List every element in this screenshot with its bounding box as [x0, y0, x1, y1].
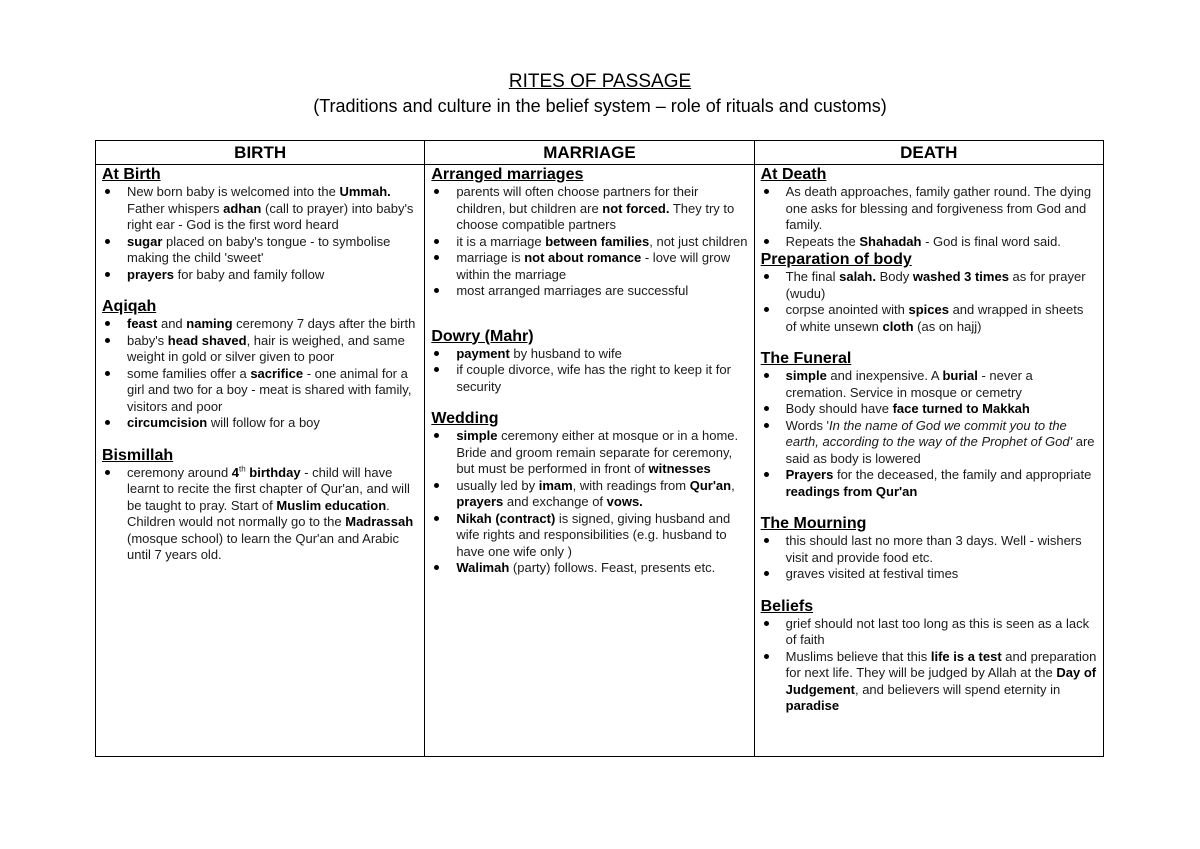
arranged-marriages-list: [431, 184, 747, 300]
at-birth-list: [102, 184, 418, 283]
section-heading-bismillah: Bismillah: [102, 446, 174, 464]
dowry-list: [431, 346, 747, 396]
list-item: Muslims believe that this life is a test and preparation for next life. They will be judged by Allah at the Day of Judgement, and believers will spend eternity in paradise: [761, 649, 1097, 715]
column-header-marriage: MARRIAGE: [425, 141, 754, 165]
content-row: [96, 165, 1104, 757]
column-header-birth: BIRTH: [96, 141, 425, 165]
section-heading-aqiqah: Aqiqah: [102, 298, 157, 315]
section-heading-wedding: Wedding: [431, 410, 499, 427]
bismillah-list: [102, 465, 418, 564]
header-row: [96, 141, 1104, 165]
section-heading-beliefs: Beliefs: [760, 597, 814, 615]
list-item: baby's head shaved, hair is weighed, and same weight in gold or silver given to poor: [102, 333, 418, 366]
list-item: if couple divorce, wife has the right to keep it for security: [431, 362, 747, 395]
list-item: The final salah. Body washed 3 times as for prayer (wudu): [761, 269, 1097, 302]
section-heading-arranged-marriages: Arranged marriages: [431, 166, 584, 183]
list-item: grief should not last too long as this is seen as a lack of faith: [761, 616, 1097, 649]
list-item: usually led by imam, with readings from Qur'an, prayers and exchange of vows.: [431, 478, 747, 511]
section-heading-dowry: Dowry (Mahr): [431, 327, 534, 345]
list-item: Repeats the Shahadah - God is final word said.: [761, 234, 1097, 251]
funeral-list: [761, 368, 1097, 500]
section-heading-at-death: At Death: [760, 166, 827, 183]
section-heading-the-funeral: The Funeral: [760, 350, 852, 367]
section-heading-preparation-of-body: Preparation of body: [760, 251, 912, 268]
list-item: corpse anointed with spices and wrapped in sheets of white unsewn cloth (as on hajj): [761, 302, 1097, 335]
list-item: graves visited at festival times: [761, 566, 1097, 583]
list-item: feast and naming ceremony 7 days after the birth: [102, 316, 418, 333]
death-cell: [754, 165, 1103, 757]
list-item: New born baby is welcomed into the Ummah. Father whispers adhan (call to prayer) into baby's right ear - God is the first word heard: [102, 184, 418, 234]
list-item: simple and inexpensive. A burial - never a cremation. Service in mosque or cemetry: [761, 368, 1097, 401]
wedding-list: [431, 428, 747, 577]
list-item: ceremony around 4th birthday - child will have learnt to recite the first chapter of Qur'an, and will be taught to pray. Start of Muslim education. Children would not normally go to the Madrassah (mosque school) to learn the Qur'an and Arabic until 7 years old.: [102, 465, 418, 564]
aqiqah-list: [102, 316, 418, 432]
list-item: prayers for baby and family follow: [102, 267, 418, 284]
beliefs-list: [761, 616, 1097, 715]
list-item: circumcision will follow for a boy: [102, 415, 418, 432]
list-item: payment by husband to wife: [431, 346, 747, 363]
list-item: Body should have face turned to Makkah: [761, 401, 1097, 418]
column-header-death: DEATH: [754, 141, 1103, 165]
section-heading-the-mourning: The Mourning: [760, 515, 867, 532]
list-item: some families offer a sacrifice - one animal for a girl and two for a boy - meat is shared with family, visitors and poor: [102, 366, 418, 416]
mourning-list: [761, 533, 1097, 583]
marriage-cell: [425, 165, 754, 757]
preparation-list: [761, 269, 1097, 335]
document-subtitle: (Traditions and culture in the belief system – role of rituals and customs): [313, 96, 887, 116]
list-item: simple ceremony either at mosque or in a home. Bride and groom remain separate for ceremony, but must be performed in front of witnesses: [431, 428, 747, 478]
list-item: parents will often choose partners for their children, but children are not forced. They try to choose compatible partners: [431, 184, 747, 234]
list-item: this should last no more than 3 days. Well - wishers visit and provide food etc.: [761, 533, 1097, 566]
list-item: Prayers for the deceased, the family and appropriate readings from Qur'an: [761, 467, 1097, 500]
list-item: Nikah (contract) is signed, giving husband and wife rights and responsibilities (e.g. husband to have one wife only ): [431, 511, 747, 561]
list-item: most arranged marriages are successful: [431, 283, 747, 300]
list-item: As death approaches, family gather round. The dying one asks for blessing and forgiveness from God and family.: [761, 184, 1097, 234]
section-heading-at-birth: At Birth: [102, 166, 161, 183]
at-death-list: [761, 184, 1097, 250]
rites-table: [95, 140, 1104, 757]
list-item: Walimah (party) follows. Feast, presents etc.: [431, 560, 747, 577]
list-item: sugar placed on baby's tongue - to symbolise making the child 'sweet': [102, 234, 418, 267]
birth-cell: [96, 165, 425, 757]
list-item: marriage is not about romance - love will grow within the marriage: [431, 250, 747, 283]
document-title: RITES OF PASSAGE: [508, 71, 692, 92]
list-item: Words 'In the name of God we commit you to the earth, according to the way of the Prophet of God' are said as body is lowered: [761, 418, 1097, 468]
list-item: it is a marriage between families, not just children: [431, 234, 747, 251]
